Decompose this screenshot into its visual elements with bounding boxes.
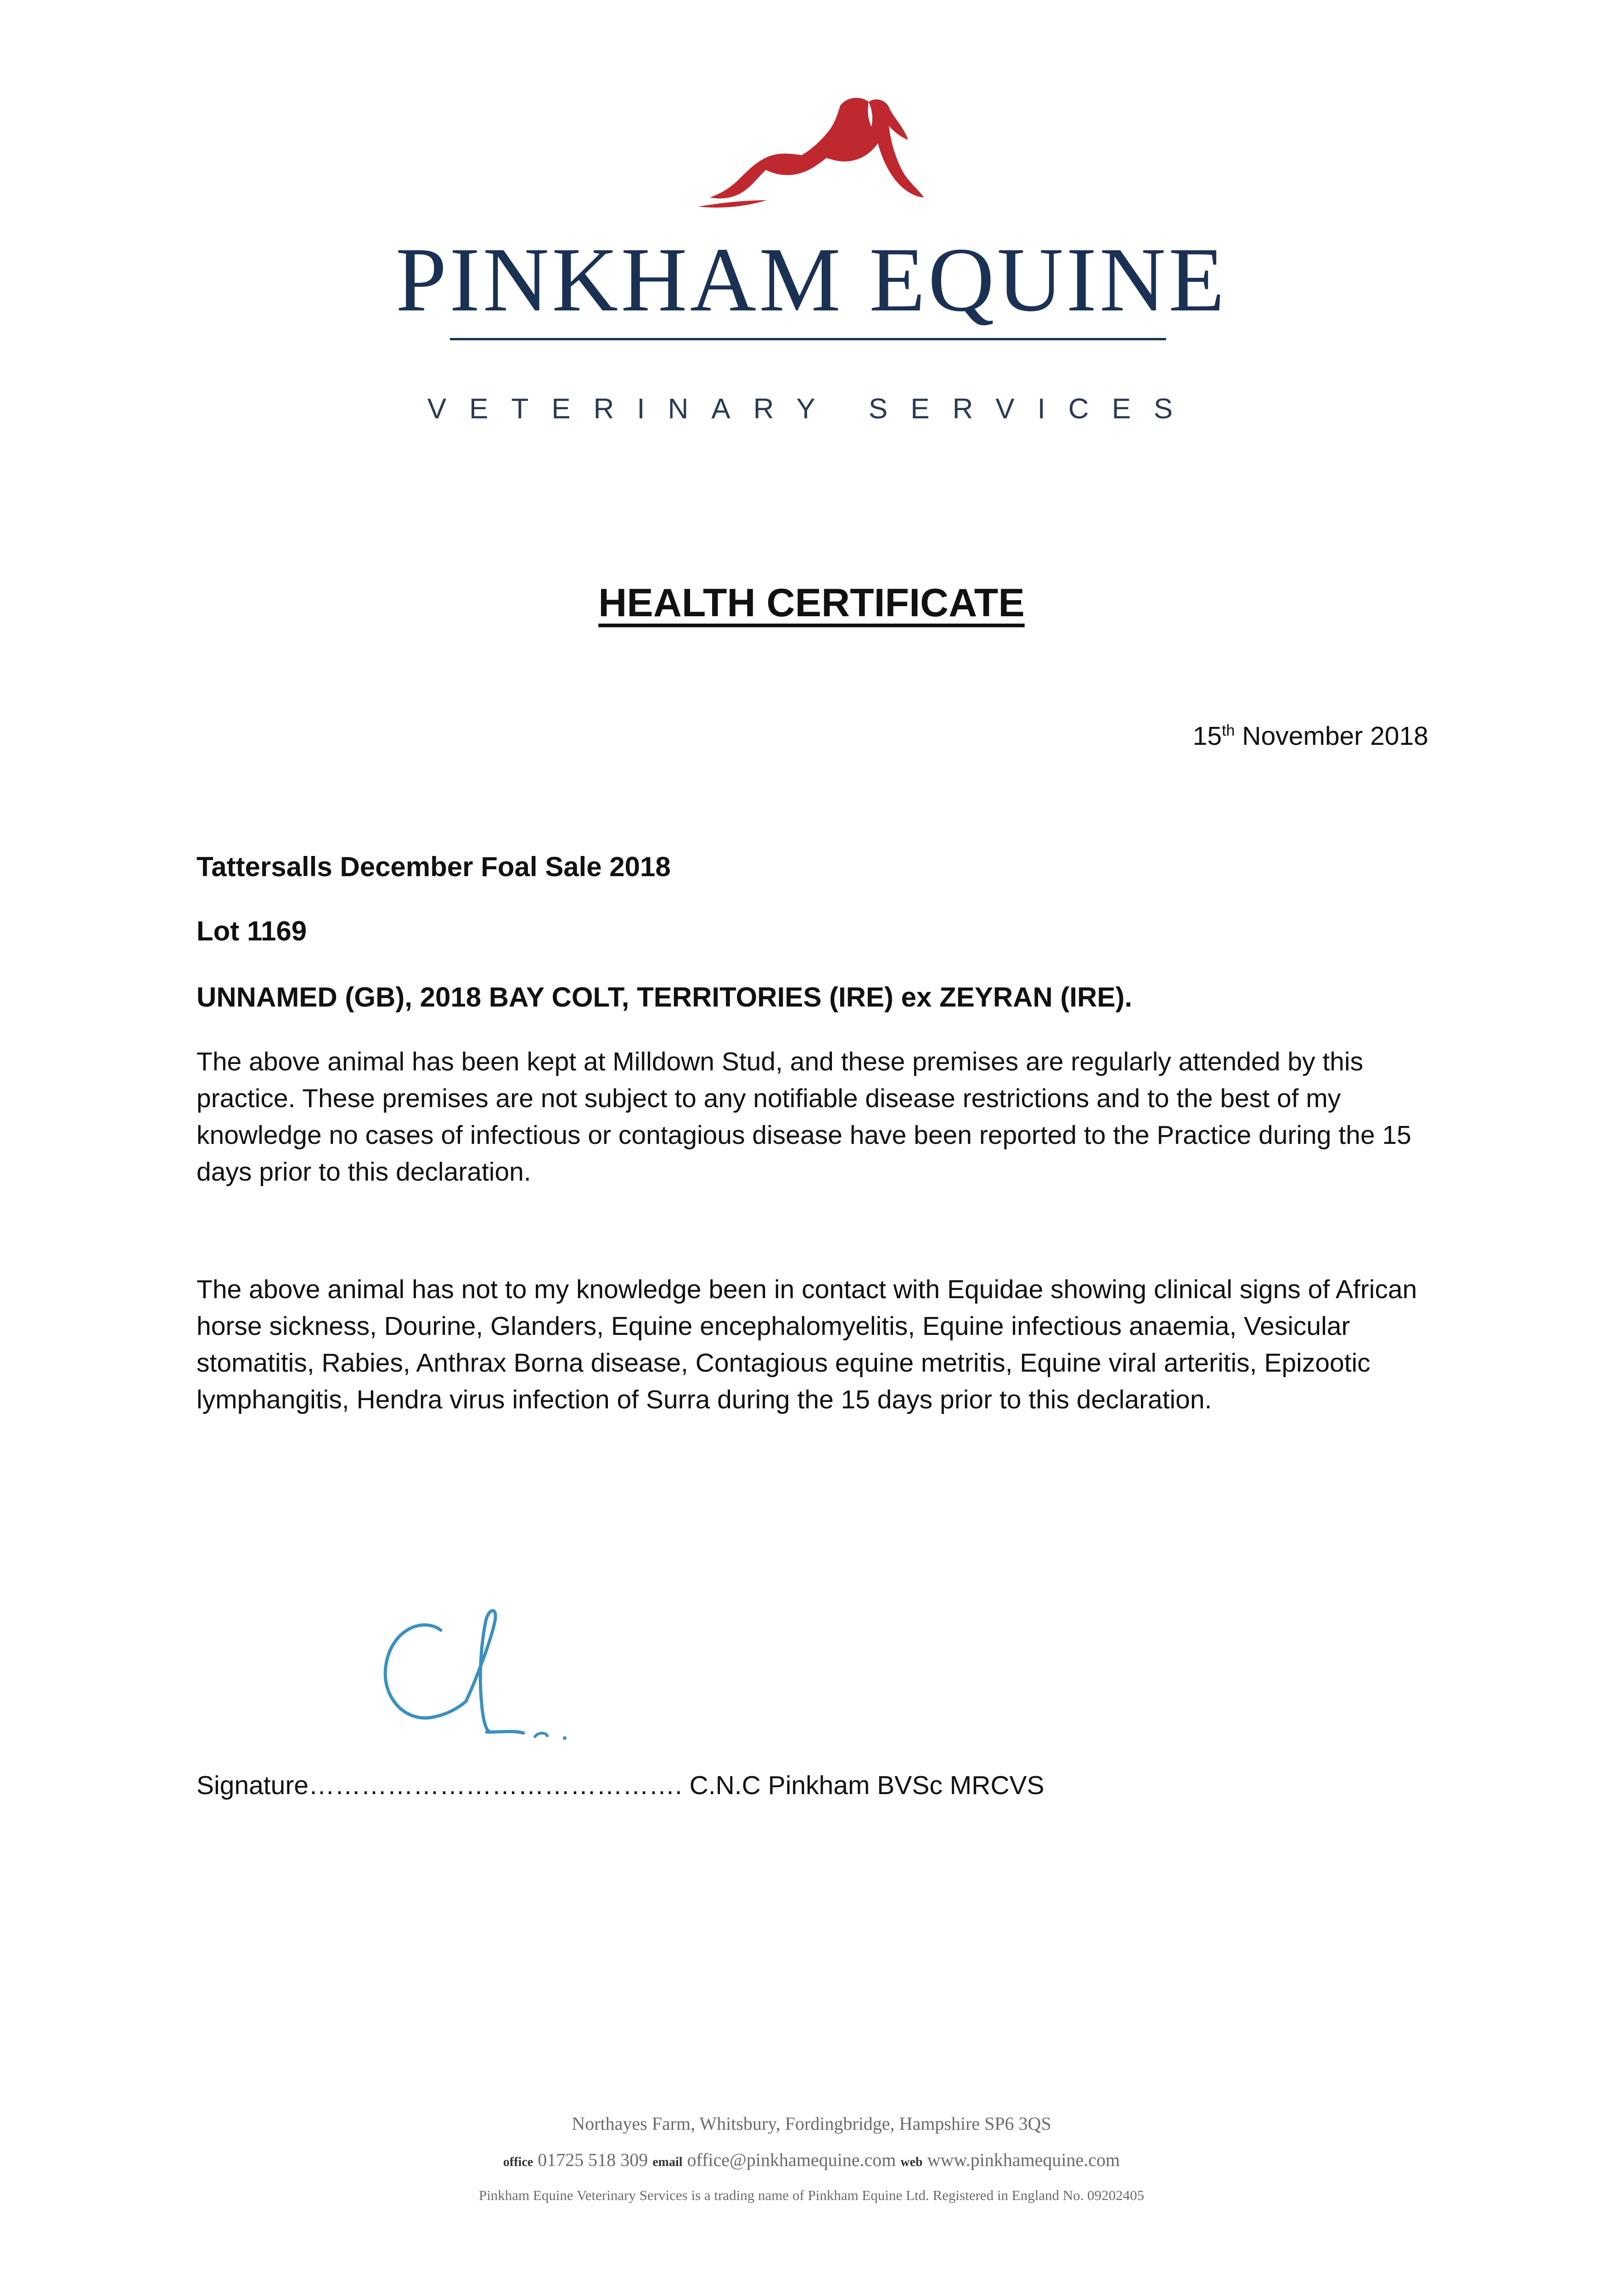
date-day: 15 [1192, 721, 1222, 751]
signature-line: Signature……………………………………. C.N.C Pinkham BVSc MRCVS [197, 1771, 1045, 1800]
website: www.pinkhamequine.com [927, 2150, 1120, 2170]
date-suffix: th [1222, 722, 1235, 739]
horse-description: UNNAMED (GB), 2018 BAY COLT, TERRITORIES (IRE) ex ZEYRAN (IRE). [197, 982, 1133, 1013]
office-label: office [503, 2155, 534, 2169]
footer-address: Northayes Farm, Whitsbury, Fordingbridge, Hampshire SP6 3QS [572, 2113, 1051, 2134]
web-label: web [900, 2155, 923, 2169]
email-address: office@pinkhamequine.com [687, 2150, 896, 2170]
horse-logo-icon [689, 92, 927, 216]
premises-declaration: The above animal has been kept at Milldown Stud, and these premises are regularly attended by this practice. These premises are not subject to any notifiable disease restrictions and to the best of my knowledge no cases of infectious or contagious disease have been reported to the Practice during the 15 days prior to this declaration. [197, 1047, 1411, 1187]
logo-subtitle: VETERINARY SERVICES [427, 393, 1196, 425]
office-phone: 01725 518 309 [538, 2150, 648, 2170]
sale-name: Tattersalls December Foal Sale 2018 [197, 851, 671, 882]
company-logo [0, 83, 1623, 425]
contact-declaration: The above animal has not to my knowledge been in contact with Equidae showing clinical signs of African horse sickness, Dourine, Glanders, Equine encephalomyelitis, Equine infectious anaemia, Vesicular stomatitis, Rabies, Anthrax Borna disease, Contagious equine metritis, Equine viral arteritis, Epizootic lymphangitis, Hendra virus infection of Surra during the 15 days prior to this declaration. [197, 1275, 1417, 1414]
footer-legal: Pinkham Equine Veterinary Services is a trading name of Pinkham Equine Ltd. Registered in England No. 09202405 [478, 2187, 1145, 2203]
handwritten-signature [372, 1598, 601, 1750]
lot-number: Lot 1169 [197, 916, 307, 946]
certificate-title: HEALTH CERTIFICATE [598, 581, 1025, 625]
logo-divider [450, 338, 1166, 340]
logo-company-name: PINKHAM EQUINE [395, 229, 1228, 331]
date-month-year: November 2018 [1242, 721, 1428, 751]
email-label: email [652, 2155, 683, 2169]
footer-contact [0, 2151, 1623, 2169]
certificate-date [1193, 723, 1428, 749]
